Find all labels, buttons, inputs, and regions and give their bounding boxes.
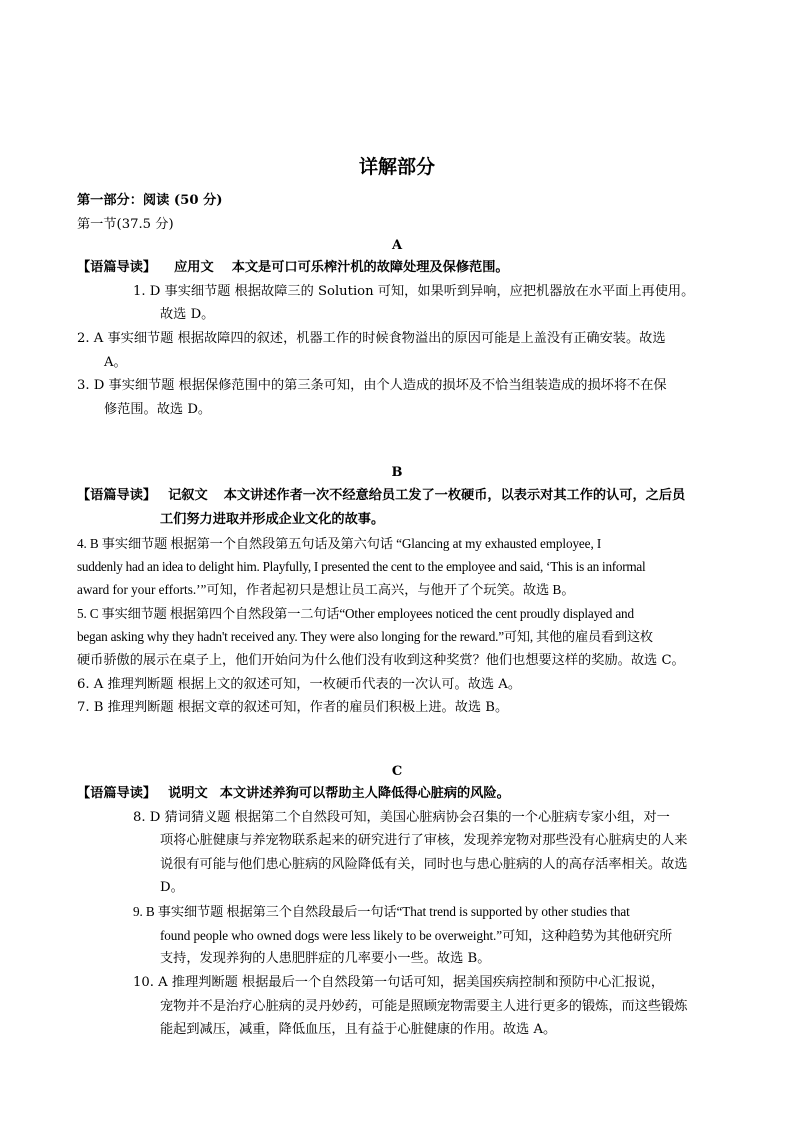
- passage-a-guide: [77, 261, 509, 274]
- answer-3-line-2: 修范围。故选 D。: [104, 402, 212, 417]
- answer-8-line-3: 说很有可能与他们患心脏病的风险降低有关，同时也与患心脏病的人的高存活率相关。故选: [160, 857, 688, 872]
- passage-b-heading: B: [391, 465, 403, 480]
- answer-9-line-2: found people who owned dogs were less likely to be overweight.”可知，这种趋势为其他研究所: [160, 928, 673, 943]
- answer-6: 6. A 推理判断题 根据上文的叙述可知，一枚硬币代表的一次认可。故选 A。: [77, 677, 522, 692]
- answer-4-line-1: 4. B 事实细节题 根据第一个自然段第五句话及第六句话 “Glancing at my exhausted employee, I: [77, 536, 602, 551]
- page-title: 详解部分: [358, 156, 435, 178]
- answer-3-line-1: 3. D 事实细节题 根据保修范围中的第三条可知，由个人造成的损坏及不恰当组装造成的损坏将不在保: [77, 378, 667, 393]
- guide-type: 记叙文: [168, 488, 208, 503]
- guide-type: 说明文: [168, 786, 208, 801]
- answer-5-line-1: 5. C 事实细节题 根据第四个自然段第一二句话“Other employees noticed the cent proudly displayed and: [77, 606, 634, 621]
- answer-4-line-3: award for your efforts.’”可知，作者起初只是想让员工高兴，与他开了个玩笑。故选 B。: [77, 582, 575, 597]
- answer-1-line-2: 故选 D。: [160, 307, 215, 322]
- answer-2-line-1: 2. A 事实细节题 根据故障四的叙述，机器工作的时候食物溢出的原因可能是上盖没有正确安装。故选: [77, 331, 666, 346]
- guide-text-line-1: 本文讲述作者一次不经意给员工发了一枚硬币，以表示对其工作的认可，之后员: [223, 488, 686, 503]
- guide-tag: 【语篇导读】: [77, 786, 157, 801]
- passage-c-heading: C: [391, 764, 403, 779]
- answer-5-line-3: 硬币骄傲的展示在桌子上，他们开始问为什么他们没有收到这种奖赏？他们也想要这样的奖励。故选 C。: [77, 653, 685, 668]
- answer-1-line-1: 1. D 事实细节题 根据故障三的 Solution 可知，如果听到异响，应把机器放在水平面上再使用。: [133, 284, 695, 299]
- answer-8-line-4: D。: [160, 880, 184, 895]
- answer-4-line-2: suddenly had an idea to delight him. Playfully, I presented the cent to the employee and said, ‘This is an informal: [77, 559, 646, 574]
- passage-a-heading: A: [391, 238, 403, 253]
- answer-9-line-3: 支持，发现养狗的人患肥胖症的几率要小一些。故选 B。: [160, 951, 491, 966]
- answer-7: 7. B 推理判断题 根据文章的叙述可知，作者的雇员们积极上进。故选 B。: [77, 700, 509, 715]
- answer-10-line-3: 能起到减压，减重，降低血压，且有益于心脏健康的作用。故选 A。: [160, 1022, 557, 1037]
- section-heading: 第一节(37.5 分): [77, 217, 174, 232]
- guide-tag: 【语篇导读】: [77, 488, 157, 503]
- guide-tag: 【语篇导读】: [77, 260, 157, 275]
- answer-5-line-2: began asking why they hadn't received any. They were also longing for the reward.”可知, 其他的雇员看到这枚: [77, 629, 653, 644]
- answer-8-line-1: 8. D 猜词猜义题 根据第二个自然段可知，美国心脏病协会召集的一个心脏病专家小组，对一: [133, 810, 670, 825]
- answer-9-line-1: 9. B 事实细节题 根据第三个自然段最后一句话“That trend is supported by other studies that: [133, 904, 630, 919]
- guide-type: 应用文: [174, 260, 214, 275]
- guide-text: 本文是可口可乐榨汁机的故障处理及保修范围。: [231, 260, 509, 275]
- guide-text-line-2: 工们努力进取并形成企业文化的故事。: [160, 512, 385, 527]
- passage-c-guide: [77, 787, 510, 800]
- answer-10-line-1: 10. A 推理判断题 根据最后一个自然段第一句话可知，据美国疾病控制和预防中心汇报说，: [133, 975, 665, 990]
- guide-text: 本文讲述养狗可以帮助主人降低得心脏病的风险。: [219, 786, 510, 801]
- answer-2-line-2: A。: [104, 355, 127, 370]
- answer-8-line-2: 项将心脏健康与养宠物联系起来的研究进行了审核，发现养宠物对那些没有心脏病史的人来: [160, 833, 688, 848]
- passage-b-guide: [77, 489, 685, 502]
- answer-10-line-2: 宠物并不是治疗心脏病的灵丹妙药，可能是照顾宠物需要主人进行更多的锻炼，而这些锻炼: [160, 999, 688, 1014]
- part-heading: 第一部分：阅读 (50 分): [77, 193, 223, 208]
